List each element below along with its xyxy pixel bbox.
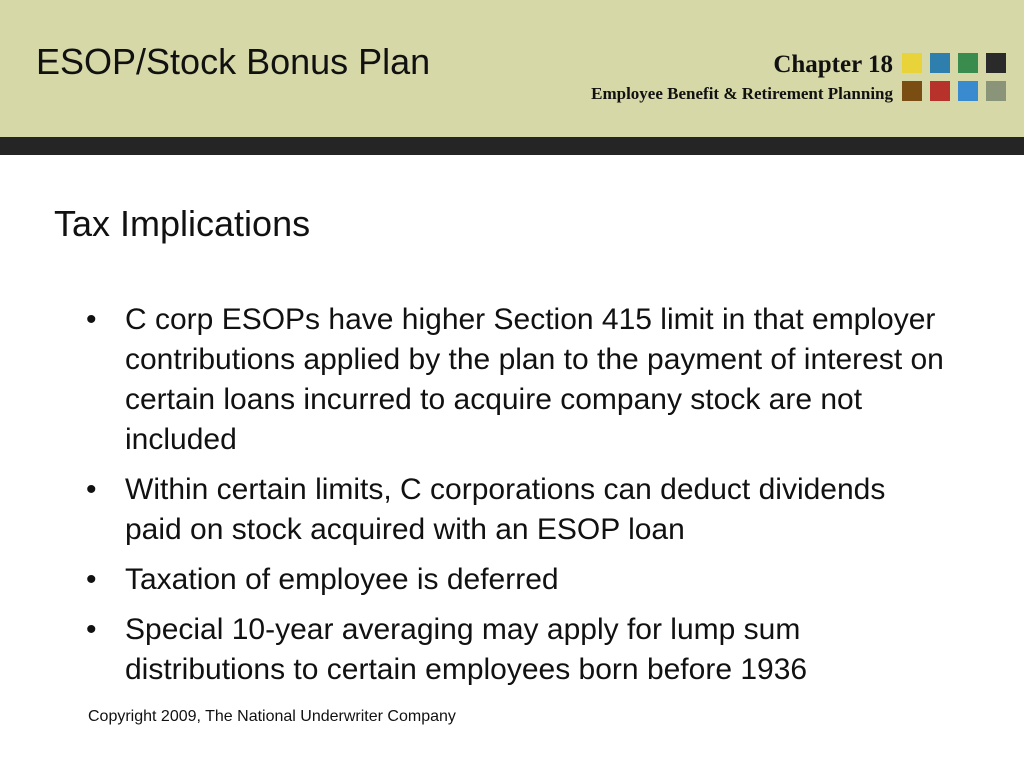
color-square	[930, 53, 950, 73]
header-band	[0, 0, 1024, 137]
bullet-dot: •	[86, 303, 97, 336]
bullet-item	[84, 610, 944, 690]
bullet-list	[84, 300, 944, 700]
book-title: Employee Benefit & Retirement Planning	[591, 84, 893, 103]
bullet-dot: •	[86, 473, 97, 506]
section-subtitle: Tax Implications	[54, 203, 311, 244]
color-square	[930, 81, 950, 101]
color-square	[986, 53, 1006, 73]
color-squares-logo	[902, 53, 1006, 103]
bullet-item	[84, 470, 944, 550]
bullet-text: Taxation of employee is deferred	[125, 563, 559, 596]
header-divider-bar	[0, 137, 1024, 155]
color-square	[902, 81, 922, 101]
color-square	[902, 53, 922, 73]
copyright-notice: Copyright 2009, The National Underwriter Company	[88, 708, 456, 725]
bullet-dot: •	[86, 563, 97, 596]
slide-title: ESOP/Stock Bonus Plan	[36, 41, 431, 82]
chapter-label: Chapter 18	[773, 51, 893, 78]
bullet-text: C corp ESOPs have higher Section 415 limit in that employer contributions applied by the plan to the payment of interest on certain loans incurred to acquire company stock are not included	[125, 303, 944, 456]
bullet-item	[84, 300, 944, 460]
bullet-dot: •	[86, 613, 97, 646]
color-square	[986, 81, 1006, 101]
bullet-text: Special 10-year averaging may apply for lump sum distributions to certain employees born before 1936	[125, 613, 808, 686]
color-square	[958, 53, 978, 73]
bullet-item	[84, 560, 944, 600]
color-square	[958, 81, 978, 101]
bullet-text: Within certain limits, C corporations can deduct dividends paid on stock acquired with an ESOP loan	[125, 473, 886, 546]
